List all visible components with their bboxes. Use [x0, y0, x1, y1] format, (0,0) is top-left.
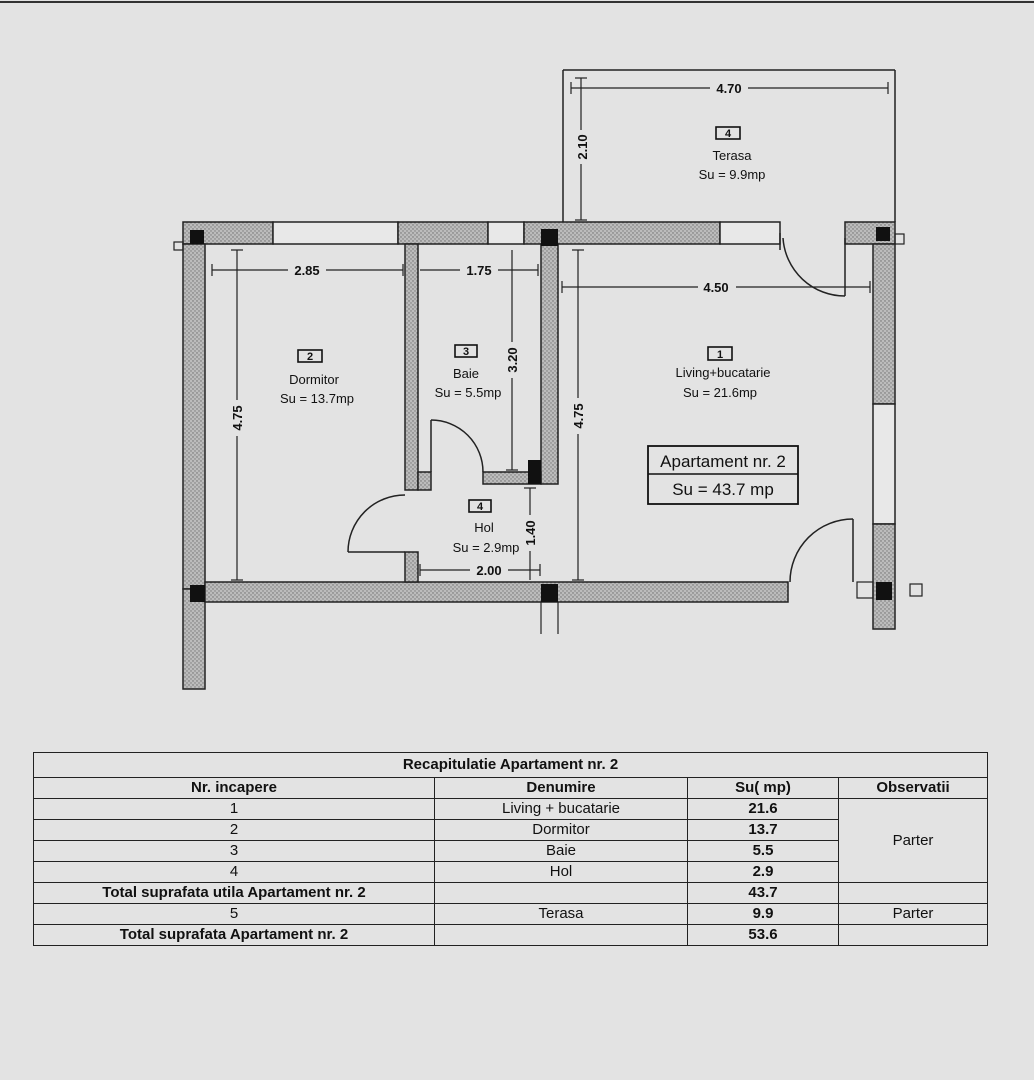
row-su: 5.5: [688, 841, 839, 862]
header-su: Su( mp): [688, 778, 839, 799]
recap-title: Recapitulatie Apartament nr. 2: [34, 753, 988, 778]
dim-living-width: 4.50: [703, 280, 729, 295]
room-area-terrace: Su = 9.9mp: [698, 167, 766, 182]
terrace-obs: Parter: [839, 904, 988, 925]
total-empty: [435, 925, 688, 946]
row-name: Living + bucatarie: [435, 799, 688, 820]
row-nr: 4: [34, 862, 435, 883]
room-area-living: Su = 21.6mp: [682, 385, 758, 400]
total-useful-label: Total suprafata utila Apartament nr. 2: [34, 883, 435, 904]
dim-bedroom-height: 4.75: [230, 405, 245, 431]
dim-living-height: 4.75: [571, 403, 586, 429]
room-number-terrace: 4: [724, 128, 732, 140]
dim-bathroom-width: 1.75: [466, 263, 492, 278]
row-nr: 1: [34, 799, 435, 820]
header-name: Denumire: [435, 778, 688, 799]
dim-bedroom-width: 2.85: [294, 263, 320, 278]
row-su: 13.7: [688, 820, 839, 841]
apartment-label-box: [648, 446, 798, 504]
room-area-bedroom: Su = 13.7mp: [279, 391, 355, 406]
room-name-living: Living+bucatarie: [675, 365, 771, 380]
header-nr: Nr. incapere: [34, 778, 435, 799]
table-row: [34, 799, 988, 820]
total-useful-empty: [435, 883, 688, 904]
room-area-hall: Su = 2.9mp: [452, 540, 520, 555]
row-name: Hol: [435, 862, 688, 883]
room-number-bedroom: 2: [306, 351, 314, 363]
recap-header-row: [34, 778, 988, 799]
total-su: 53.6: [688, 925, 839, 946]
room-name-terrace: Terasa: [712, 148, 752, 163]
room-area-bathroom: Su = 5.5mp: [434, 385, 502, 400]
row-nr: 3: [34, 841, 435, 862]
recap-table: [33, 752, 988, 946]
total-row: [34, 925, 988, 946]
apartment-title: Apartament nr. 2: [660, 452, 786, 471]
total-obs-empty: [839, 925, 988, 946]
room-number-living: 1: [716, 349, 724, 361]
dim-terrace-width: 4.70: [716, 81, 742, 96]
row-nr: 2: [34, 820, 435, 841]
terrace-nr: 5: [34, 904, 435, 925]
dim-hall-width: 2.00: [476, 563, 502, 578]
room-number-bathroom: 3: [462, 346, 470, 358]
row-name: Baie: [435, 841, 688, 862]
dim-terrace-depth: 2.10: [575, 134, 590, 160]
terrace-su: 9.9: [688, 904, 839, 925]
total-useful-su: 43.7: [688, 883, 839, 904]
total-label: Total suprafata Apartament nr. 2: [34, 925, 435, 946]
room-name-bedroom: Dormitor: [289, 372, 339, 387]
header-obs: Observatii: [839, 778, 988, 799]
apartment-area: Su = 43.7 mp: [672, 480, 774, 499]
room-name-bathroom: Baie: [452, 366, 480, 381]
row-su: 2.9: [688, 862, 839, 883]
total-useful-obs-empty: [839, 883, 988, 904]
room-name-hall: Hol: [474, 520, 494, 535]
dim-hall-height: 1.40: [523, 520, 538, 546]
dim-bathroom-height: 3.20: [505, 347, 520, 373]
room-number-hall: 4: [476, 501, 484, 513]
doors: [348, 233, 853, 582]
terrace-name: Terasa: [435, 904, 688, 925]
total-useful-row: [34, 883, 988, 904]
row-observation-group: Parter: [839, 799, 988, 883]
row-name: Dormitor: [435, 820, 688, 841]
row-su: 21.6: [688, 799, 839, 820]
terrace-row: [34, 904, 988, 925]
